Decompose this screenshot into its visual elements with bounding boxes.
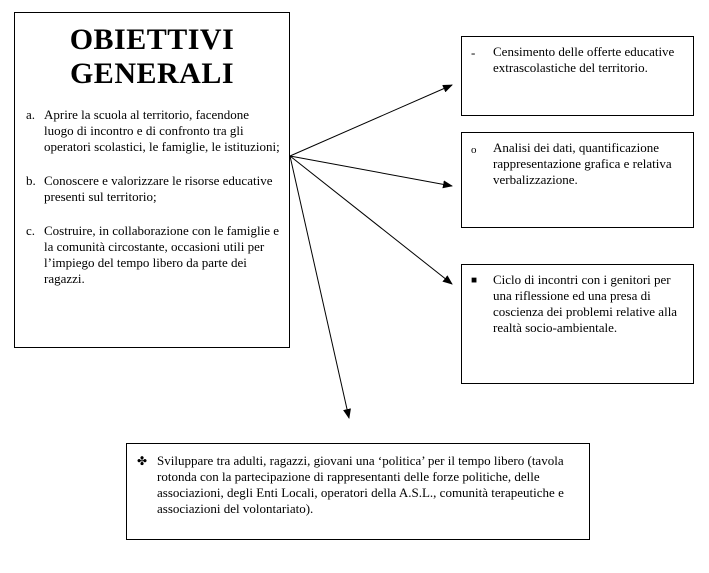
action-text-analysis: Analisi dei dati, quantificazione rappresentazione grafica e relativa verbalizzazione. xyxy=(493,140,672,187)
goal-text-c: Costruire, in collaborazione con le famiglie e la comunità circostante, occasioni utili per l’impiego del tempo libero da parte dei ragazzi. xyxy=(44,223,279,286)
goal-item-b xyxy=(15,173,289,205)
arrow-to-box-2 xyxy=(290,156,452,186)
title-line-2: GENERALI xyxy=(69,57,235,90)
goal-marker-b: b. xyxy=(26,173,36,188)
circle-bullet-icon: o xyxy=(471,144,477,156)
action-text-policy: Sviluppare tra adulti, ragazzi, giovani una ‘politica’ per il tempo libero (tavola rotonda con la partecipazione di rappresentanti delle forze politiche, delle associazioni, degli Enti Locali, operatori della A.S.L., comunità terapeutiche e associazioni del volontariato). xyxy=(157,453,564,516)
general-objectives-box xyxy=(14,12,290,348)
goal-marker-a: a. xyxy=(26,107,36,122)
goal-item-c xyxy=(15,223,289,287)
goal-text-a: Aprire la scuola al territorio, facendone luogo di incontro e di confronto tra gli operatori scolastici, le famiglie, le istituzioni; xyxy=(44,107,280,154)
flower-bullet-icon: ✤ xyxy=(137,454,148,468)
goal-item-a xyxy=(15,107,289,155)
page-title xyxy=(15,23,289,91)
action-box-analysis xyxy=(461,132,694,228)
goal-marker-c: c. xyxy=(26,223,36,238)
action-text-census: Censimento delle offerte educative extrascolastiche del territorio. xyxy=(493,44,675,75)
action-text-meetings: Ciclo di incontri con i genitori per una riflessione ed una presa di coscienza dei problemi relative alla realtà socio-ambientale. xyxy=(493,272,678,335)
goal-text-b: Conoscere e valorizzare le risorse educative presenti sul territorio; xyxy=(44,173,273,204)
action-box-census xyxy=(461,36,694,116)
goals-list xyxy=(15,107,289,287)
dash-bullet-icon: - xyxy=(471,45,476,60)
arrow-to-box-1 xyxy=(290,85,452,156)
square-bullet-icon: ■ xyxy=(471,275,478,286)
action-box-meetings xyxy=(461,264,694,384)
title-line-1: OBIETTIVI xyxy=(69,23,235,56)
action-box-policy xyxy=(126,443,590,540)
